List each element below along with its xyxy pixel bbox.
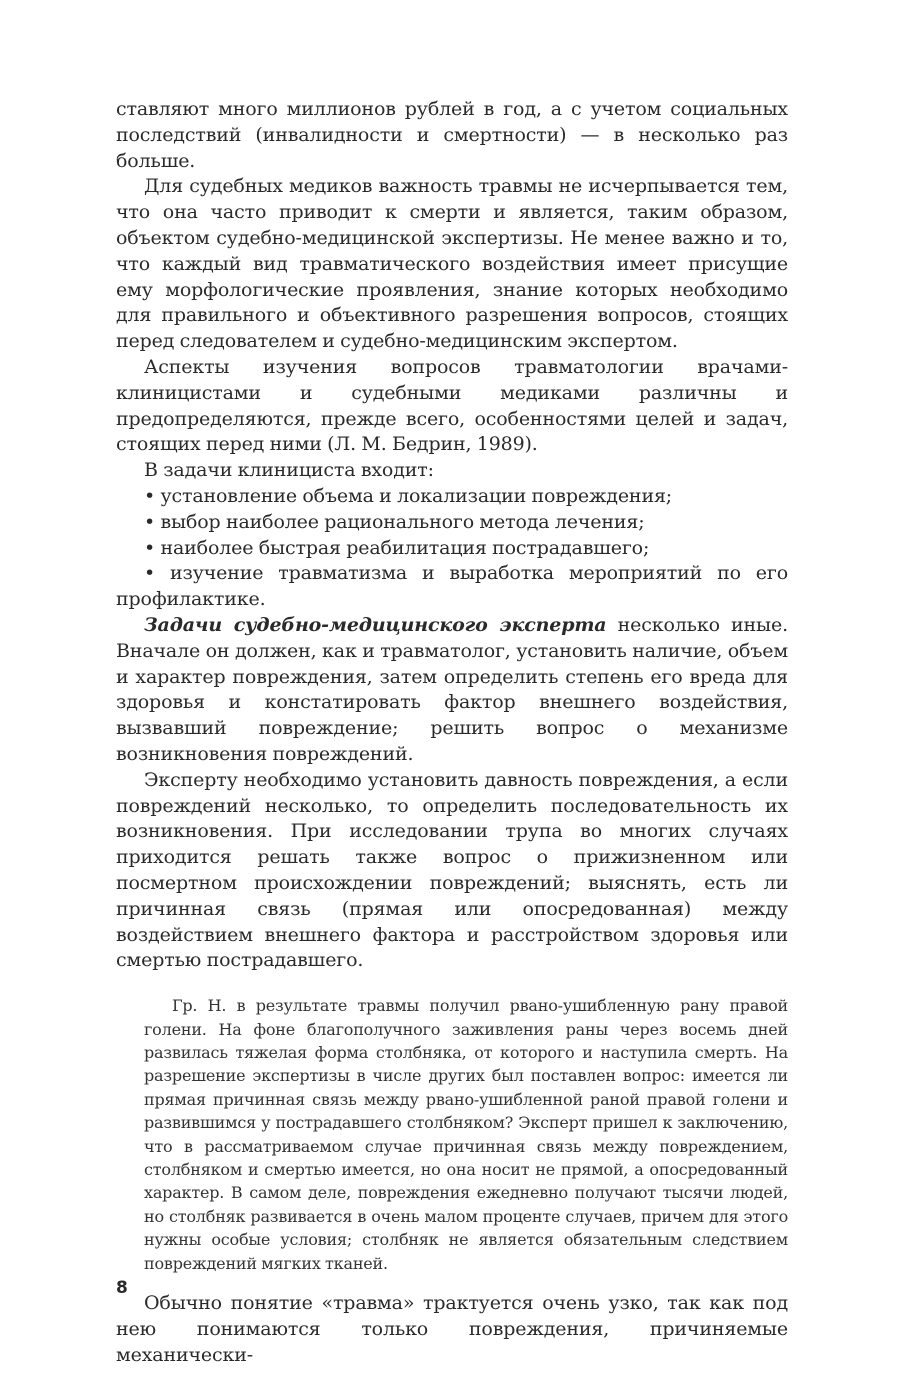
list-item: • выбор наиболее рационального метода лечения; [144, 510, 645, 533]
page-body [116, 97, 788, 1368]
paragraph-trauma-concept: Обычно понятие «травма» трактуется очень узко, так как под нею понимаются только повреждения, причиняемые механически- [116, 1291, 788, 1366]
paragraph-expert-tasks [116, 613, 788, 768]
list-item: • установление объема и локализации повреждения; [144, 484, 673, 507]
list-item: • наиболее быстрая реабилитация пострадавшего; [144, 536, 650, 559]
case-example [144, 994, 788, 1275]
page-number: 8 [116, 1278, 128, 1298]
paragraph-expert-duties: Эксперту необходимо установить давность повреждения, а если повреждений несколько, то определить последовательность их возникновения. При исследовании трупа во многих случаях приходится решать также вопрос о прижизненном или посмертном происхождении повреждений; выяснять, есть ли причинная связь (прямая или опосредованная) между воздействием внешнего фактора и расстройством здоровья или смертью пострадавшего. [116, 768, 788, 972]
paragraph-aspects: Аспекты изучения вопросов травматологии врачами-клиницистами и судебными медиками различны и предопределяются, прежде всего, особенностями целей и задач, стоящих перед ними (Л. М. Бедрин, 1989). [116, 355, 788, 456]
case-example-text: Гр. Н. в результате травмы получил рвано-ушибленную рану правой голени. На фоне благополучного заживления раны через восемь дней развилась тяжелая форма столбняка, от которого и наступила смерть. На разрешение экспертизы в числе других был поставлен вопрос: имеется ли прямая причинная связь между рвано-ушибленной раной правой голени и развившимся у пострадавшего столбняком? Эксперт пришел к заключению, что в рассматриваемом случае причинная связь между повреждением, столбняком и смертью имеется, но она носит не прямой, а опосредованный характер. В самом деле, повреждения ежедневно получают тысячи людей, но столбняк развивается в очень малом проценте случаев, причем для этого нужны особые условия; столбняк не является обязательным следствием повреждений мягких тканей. [144, 996, 788, 1273]
paragraph-importance: Для судебных медиков важность травмы не исчерпывается тем, что она часто приводит к смерти и является, таким образом, объектом судебно-медицинской экспертизы. Не менее важно и то, что каждый вид травматического воздействия имеет присущие ему морфологические проявления, знание которых необходимо для правильного и объективного разрешения вопросов, стоящих перед следователем и судебно-медицинским экспертом. [116, 175, 788, 353]
paragraph-continuation: ставляют много миллионов рублей в год, а с учетом социальных последствий (инвалидности и смертности) — в несколько раз больше. [116, 98, 788, 172]
list-item: • изучение травматизма и выработка мероприятий по его профилактике. [116, 562, 788, 611]
emphasis-term: Задачи судебно-медицинского эксперта [144, 613, 607, 636]
paragraph-clinician-tasks: В задачи клинициста входит: [144, 459, 434, 482]
paragraph-text: несколько иные. Вначале он должен, как и травматолог, установить наличие, объем и характер повреждения, затем определить степень его вреда для здоровья и констатировать фактор внешнего воздействия, вызвавший повреждение; решить вопрос о механизме возникновения повреждений. [116, 613, 788, 765]
clinician-task-list [116, 484, 788, 613]
